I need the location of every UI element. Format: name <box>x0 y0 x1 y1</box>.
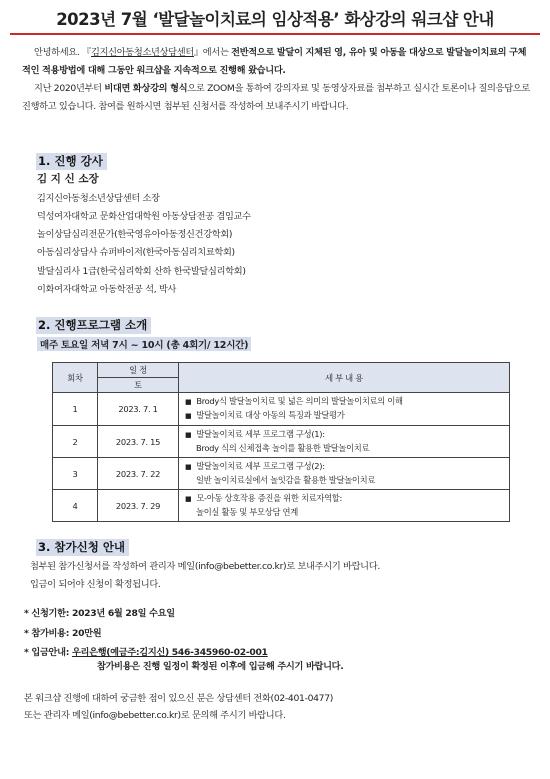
table-row <box>53 458 510 490</box>
intro-text: 안녕하세요. 『 <box>34 47 92 58</box>
content-text: 발달놀이치료 대상 아동의 특징과 발달평가 <box>196 410 345 420</box>
bank-account: 우리은행(예금주:김지신) 546-345960-02-001 <box>71 647 268 658</box>
table-row <box>53 393 510 426</box>
bullet-icon: ■ <box>185 431 192 439</box>
bullet-icon: ■ <box>185 412 192 420</box>
instructor-credential: 발달심리사 1급(한국심리학회 산하 한국발달심리학회) <box>37 266 246 277</box>
session-date: 2023. 7. 29 <box>98 490 179 522</box>
header-session: 회차 <box>53 363 98 393</box>
intro-bold-text: 비대면 화상강의 형식 <box>104 83 188 94</box>
instructor-credential: 김지신아동청소년상담센터 소장 <box>37 193 160 204</box>
title-divider <box>10 33 540 35</box>
session-content <box>179 490 510 522</box>
center-name: 김지신아동청소년상담센터 <box>91 47 194 58</box>
registration-instruction: 첨부된 참가신청서를 작성하여 관리자 메일(info@bebetter.co.kr)로 보내주시기 바랍니다. <box>30 561 380 572</box>
table-row <box>53 426 510 458</box>
deposit-info <box>24 644 268 658</box>
closing-line: 또는 관리자 메일(info@bebetter.co.kr)로 문의해 주시기 바랍니다. <box>24 710 286 721</box>
header-content: 세 부 내 용 <box>179 363 510 393</box>
content-text: 일반 놀이치료실에서 놀잇감을 활용한 발달놀이치료 <box>196 475 376 485</box>
document-title: 2023년 7월 ‘발달놀이치료의 임상적용’ 화상강의 워크샵 안내 <box>56 10 494 29</box>
closing-line: 본 워크샵 진행에 대하여 궁금한 점이 있으신 분은 상담센터 전화(02-401-0477) <box>24 693 334 704</box>
section-heading-instructor: 1. 진행 강사 <box>36 153 107 170</box>
section-heading-registration: 3. 참가신청 안내 <box>36 539 129 556</box>
list-item <box>185 474 503 487</box>
content-text: Brody식 발달놀이치료 및 넓은 의미의 발달놀이치료의 이해 <box>196 396 403 406</box>
deadline: * 신청기한: 2023년 6월 28일 수요일 <box>24 608 175 619</box>
list-item <box>185 428 503 442</box>
fee: * 참가비용: 20만원 <box>24 628 102 639</box>
list-item <box>185 492 503 506</box>
schedule-summary: 매주 토요일 저녁 7시 ~ 10시 (총 4회기/ 12시간) <box>37 337 251 351</box>
header-day: 토 <box>98 378 179 393</box>
instructor-credential: 덕성여자대학교 문화산업대학원 아동상담전공 겸임교수 <box>37 211 251 222</box>
session-date: 2023. 7. 15 <box>98 426 179 458</box>
content-text: 모-아동 상호작용 증진을 위한 치료자역할: <box>196 493 343 503</box>
session-number: 3 <box>53 458 98 490</box>
intro-paragraph-2 <box>22 80 534 116</box>
session-content <box>179 458 510 490</box>
header-date: 일 정 <box>98 363 179 378</box>
instructor-name: 김 지 신 소장 <box>37 173 99 185</box>
bullet-icon: ■ <box>185 495 192 503</box>
session-date: 2023. 7. 22 <box>98 458 179 490</box>
instructor-credential: 놀이상담심리전문가(한국영유아아동정신건강학회) <box>37 229 233 240</box>
session-date: 2023. 7. 1 <box>98 393 179 426</box>
session-number: 4 <box>53 490 98 522</box>
session-content <box>179 393 510 426</box>
intro-bold-text: 전반적으로 발달이 지체된 영, 유아 및 아동을 대상으로 발달놀이치료의 구체적인 적용방법에 대해 그동안 워크샵을 지속적으로 진행해 왔습니다. <box>22 47 527 76</box>
intro-paragraph-1 <box>22 44 534 80</box>
program-table <box>52 362 510 522</box>
list-item <box>185 442 503 455</box>
intro-text: 으로 ZOOM을 통하여 강의자료 및 동영상자료를 첨부하고 실시간 토론이나 질의응답으로 진행하고 있습니다. 참여를 원하시면 첨부된 신청서를 작성하여 보내주시기 바랍니다. <box>22 83 530 112</box>
list-item <box>185 409 503 423</box>
intro-text: 지난 2020년부터 <box>34 83 105 94</box>
content-text: 발달놀이치료 세부 프로그램 구성(2): <box>196 461 325 471</box>
content-text: Brody 식의 신체접촉 놀이를 활용한 발달놀이치료 <box>196 443 370 453</box>
content-text: 발달놀이치료 세부 프로그램 구성(1): <box>196 429 325 439</box>
list-item <box>185 506 503 519</box>
list-item <box>185 460 503 474</box>
deposit-note: 참가비용은 진행 일정이 확정된 이후에 입금해 주시기 바랍니다. <box>97 661 344 672</box>
table-row <box>53 490 510 522</box>
session-number: 1 <box>53 393 98 426</box>
instructor-credential: 이화여자대학교 아동학전공 석, 박사 <box>37 284 177 295</box>
session-number: 2 <box>53 426 98 458</box>
bullet-icon: ■ <box>185 463 192 471</box>
intro-text: 』에서는 <box>193 47 232 58</box>
bullet-icon: ■ <box>185 398 192 406</box>
content-text: 놀이실 활동 및 부모상담 연계 <box>196 507 298 517</box>
instructor-credential: 아동심리상담사 슈퍼바이저(한국아동심리치료학회) <box>37 247 235 258</box>
list-item <box>185 395 503 409</box>
section-heading-program: 2. 진행프로그램 소개 <box>36 317 151 334</box>
session-content <box>179 426 510 458</box>
registration-confirmation: 입금이 되어야 신청이 확정됩니다. <box>30 579 161 590</box>
deposit-label: * 입금안내: <box>24 647 72 658</box>
